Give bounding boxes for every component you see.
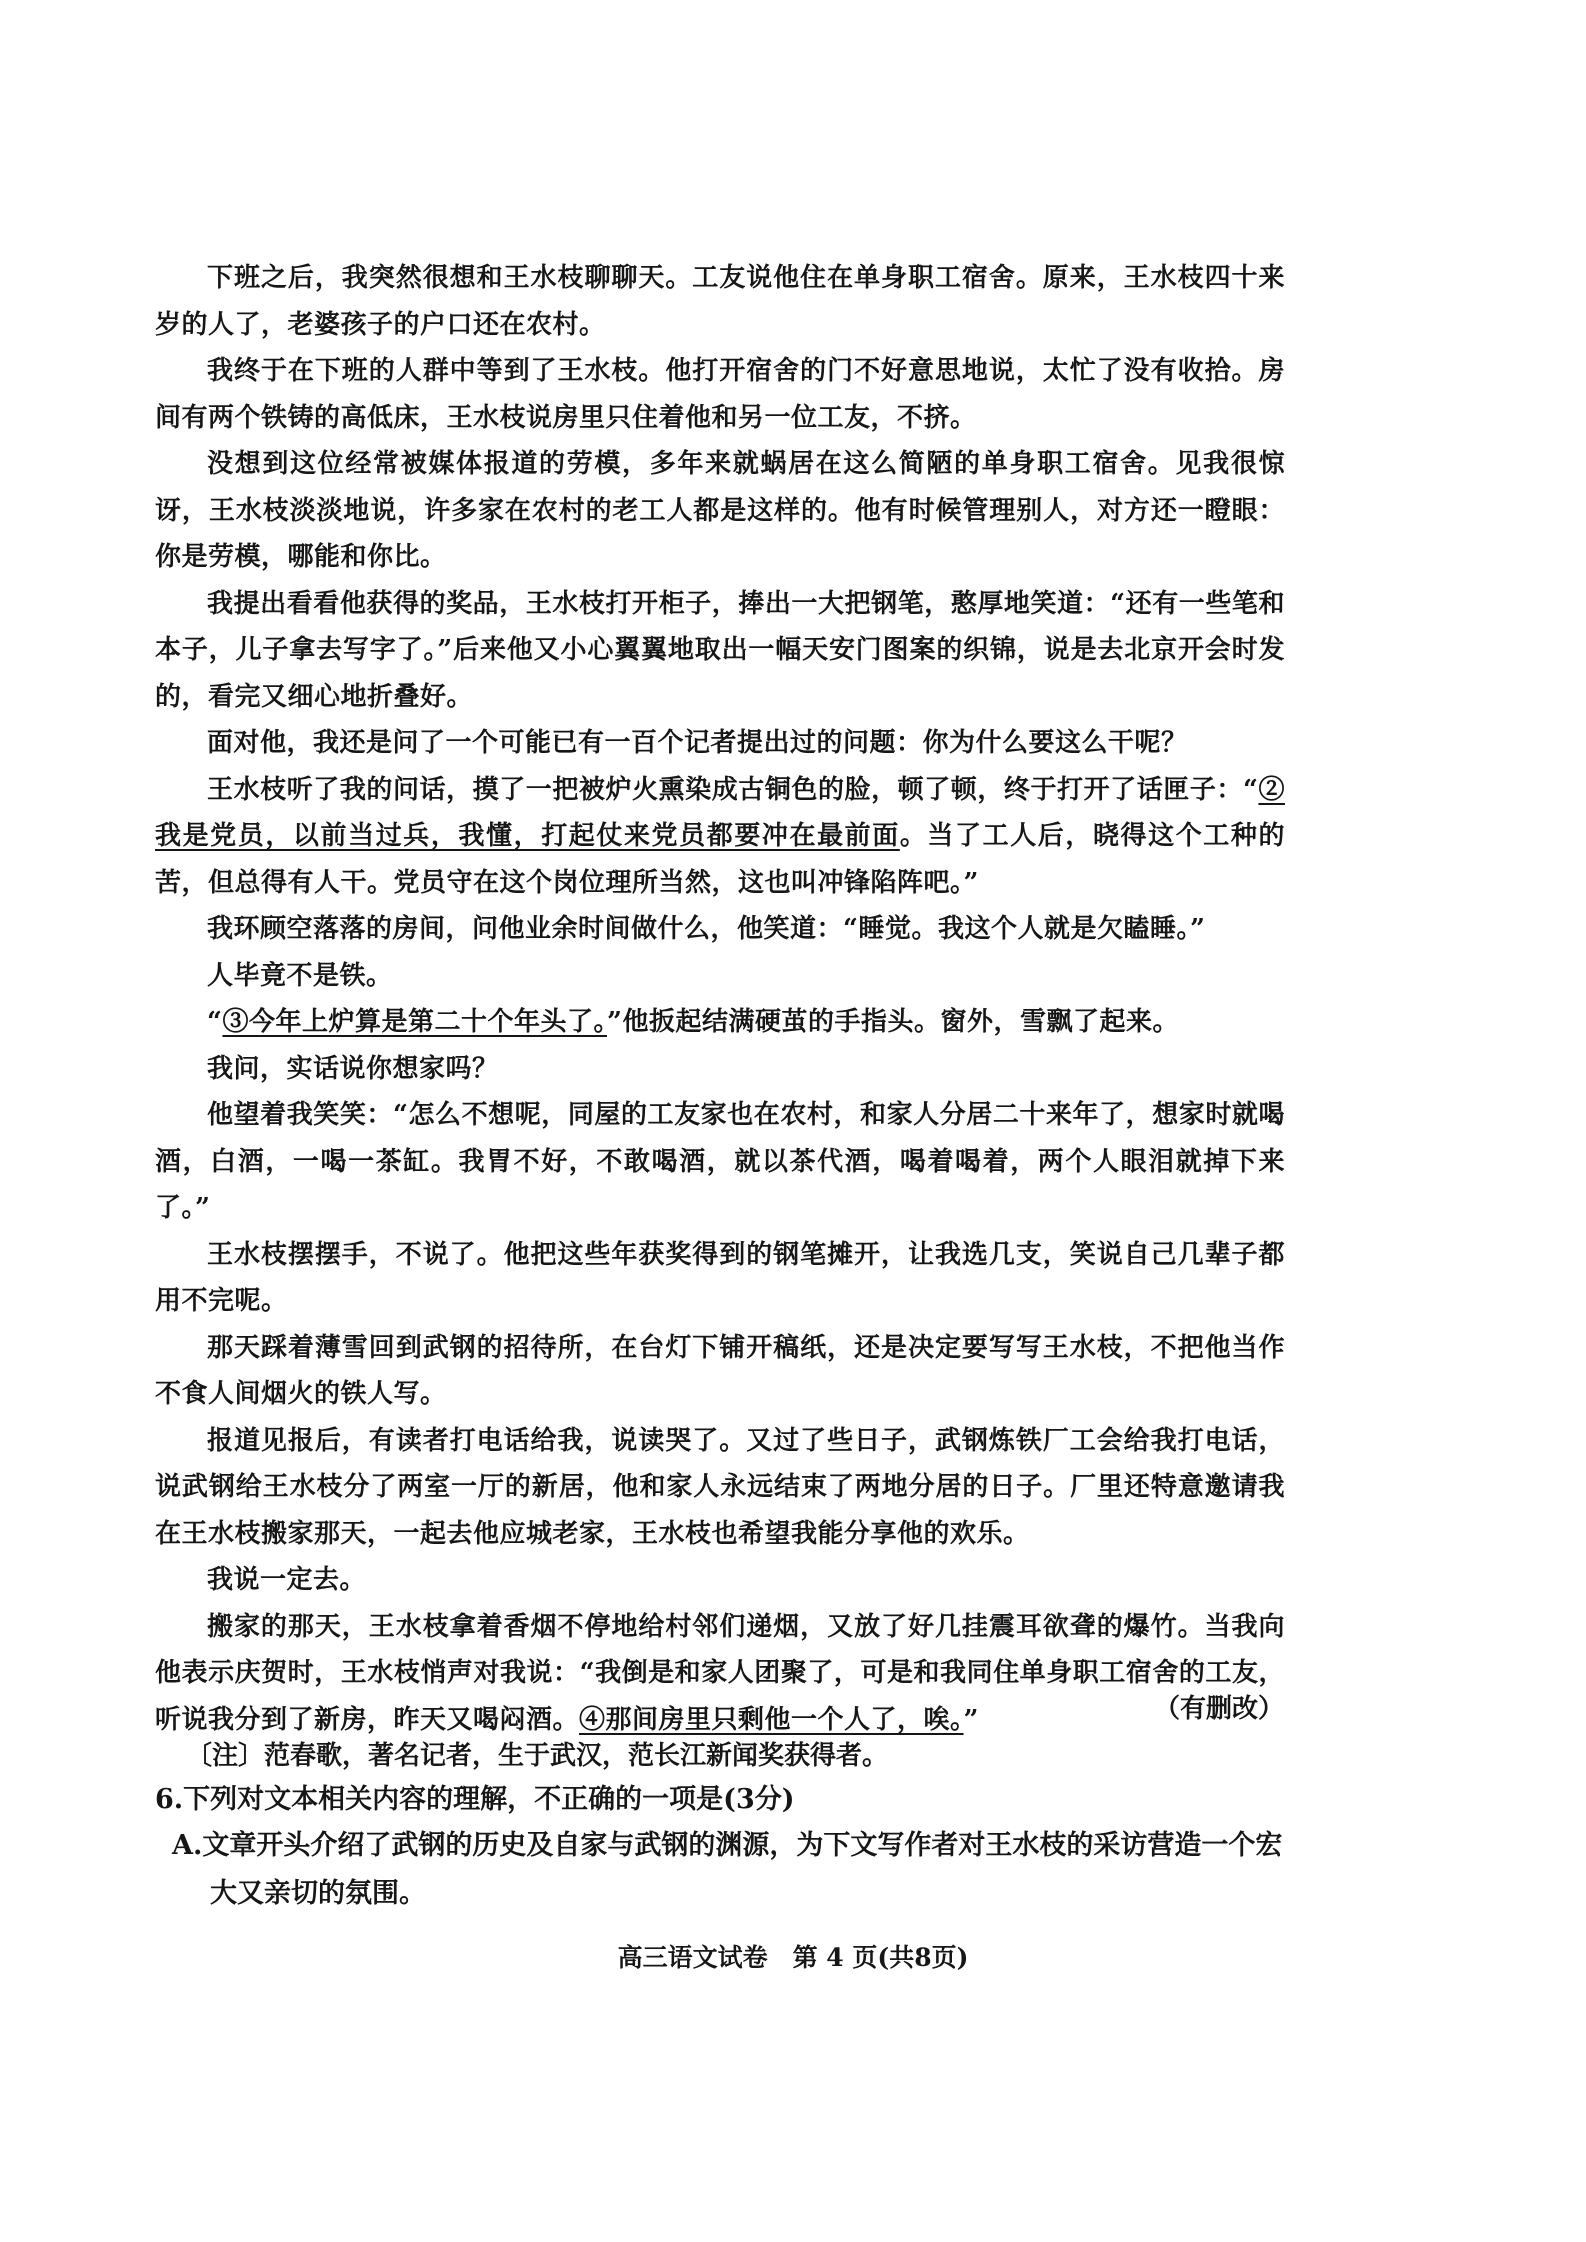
passage-paragraph: 他望着我笑笑：“怎么不想呢，同屋的工友家也在农村，和家人分居二十来年了，想家时就喝酒，白酒，一喝一茶缸。我胃不好，不敢喝酒，就以茶代酒，喝着喝着，两个人眼泪就掉下来了。”	[155, 1100, 1285, 1223]
question-6-stem: 6.下列对文本相关内容的理解，不正确的一项是(3分)	[155, 1784, 795, 1815]
passage-paragraph: 那天踩着薄雪回到武钢的招待所，在台灯下铺开稿纸，还是决定要写写王水枝，不把他当作不食人间烟火的铁人写。	[155, 1332, 1285, 1409]
page-footer: 高三语文试卷 第 4 页(共8页)	[617, 1943, 969, 1972]
passage-paragraph: 我说一定去。	[207, 1565, 367, 1595]
underlined-sentence: ②我是党员，以前当过兵，我懂，打起仗来党员都要冲在最前面	[155, 774, 1285, 851]
passage-paragraph: 搬家的那天，王水枝拿着香烟不停地给村邻们递烟，又放了好几挂震耳欲聋的爆竹。当我向他表示庆贺时，王水枝悄声对我说：“我倒是和家人团聚了，可是和我同住单身职工宿舍的工友，听说我分到了新房，昨天又喝闷酒。④那间房里只剩他一个人了，唉。”	[155, 1611, 1285, 1735]
underlined-sentence: ④那间房里只剩他一个人了，唉。	[579, 1704, 964, 1735]
passage-paragraph: 我问，实话说你想家吗？	[207, 1053, 499, 1084]
author-note: 〔注〕范春歌，著名记者，生于武汉，范长江新闻奖获得者。	[186, 1741, 889, 1771]
passage-paragraph: 我终于在下班的人群中等到了王水枝。他打开宿舍的门不好意思地说，太忙了没有收拾。房间有两个铁铸的高低床，王水枝说房里只住着他和另一位工友，不挤。	[155, 356, 1285, 433]
question-6-option-a: A.文章开头介绍了武钢的历史及自家与武钢的渊源，为下文写作者对王水枝的采访营造一个宏大又亲切的氛围。	[172, 1830, 1283, 1909]
passage-paragraph: 我环顾空落落的房间，问他业余时间做什么，他笑道：“睡觉。我这个人就是欠瞌睡。”	[207, 914, 1206, 944]
passage-paragraph: 王水枝听了我的问话，摸了一把被炉火熏染成古铜色的脸，顿了顿，终于打开了话匣子：“②我是党员，以前当过兵，我懂，打起仗来党员都要冲在最前面。当了工人后，晓得这个工种的苦，但总得有人干。党员守在这个岗位理所当然，这也叫冲锋陷阵吧。”	[155, 774, 1285, 898]
underlined-sentence: ③今年上炉算是第二十个年头了。	[222, 1007, 607, 1037]
passage-paragraph: 王水枝摆摆手，不说了。他把这些年获奖得到的钢笔摊开，让我选几支，笑说自己几辈子都用不完呢。	[155, 1239, 1285, 1316]
passage-paragraph: 下班之后，我突然很想和王水枝聊聊天。工友说他住在单身职工宿舍。原来，王水枝四十来岁的人了，老婆孩子的户口还在农村。	[155, 263, 1285, 340]
passage-paragraph: 人毕竟不是铁。	[207, 960, 393, 991]
passage-paragraph: 我提出看看他获得的奖品，王水枝打开柜子，捧出一大把钢笔，憨厚地笑道：“还有一些笔和本子，儿子拿去写字了。”后来他又小心翼翼地取出一幅天安门图案的织锦，说是去北京开会时发的，看完又细心地折叠好。	[155, 588, 1285, 712]
passage-paragraph: 没想到这位经常被媒体报道的劳模，多年来就蜗居在这么简陋的单身职工宿舍。见我很惊讶，王水枝淡淡地说，许多家在农村的老工人都是这样的。他有时候管理别人，对方还一瞪眼：你是劳模，哪能和你比。	[155, 449, 1285, 572]
passage-paragraph: “③今年上炉算是第二十个年头了。”他扳起结满硬茧的手指头。窗外，雪飘了起来。	[207, 1007, 1179, 1037]
passage-paragraph: 报道见报后，有读者打电话给我，说读哭了。又过了些日子，武钢炼铁厂工会给我打电话，说武钢给王水枝分了两室一厅的新居，他和家人永远结束了两地分居的日子。厂里还特意邀请我在王水枝搬家那天，一起去他应城老家，王水枝也希望我能分享他的欢乐。	[155, 1425, 1285, 1549]
reading-passage	[155, 255, 1285, 1743]
source-note: （有删改）	[1153, 1694, 1284, 1724]
passage-paragraph: 面对他，我还是问了一个可能已有一百个记者提出过的问题：你为什么要这么干呢？	[207, 728, 1188, 758]
